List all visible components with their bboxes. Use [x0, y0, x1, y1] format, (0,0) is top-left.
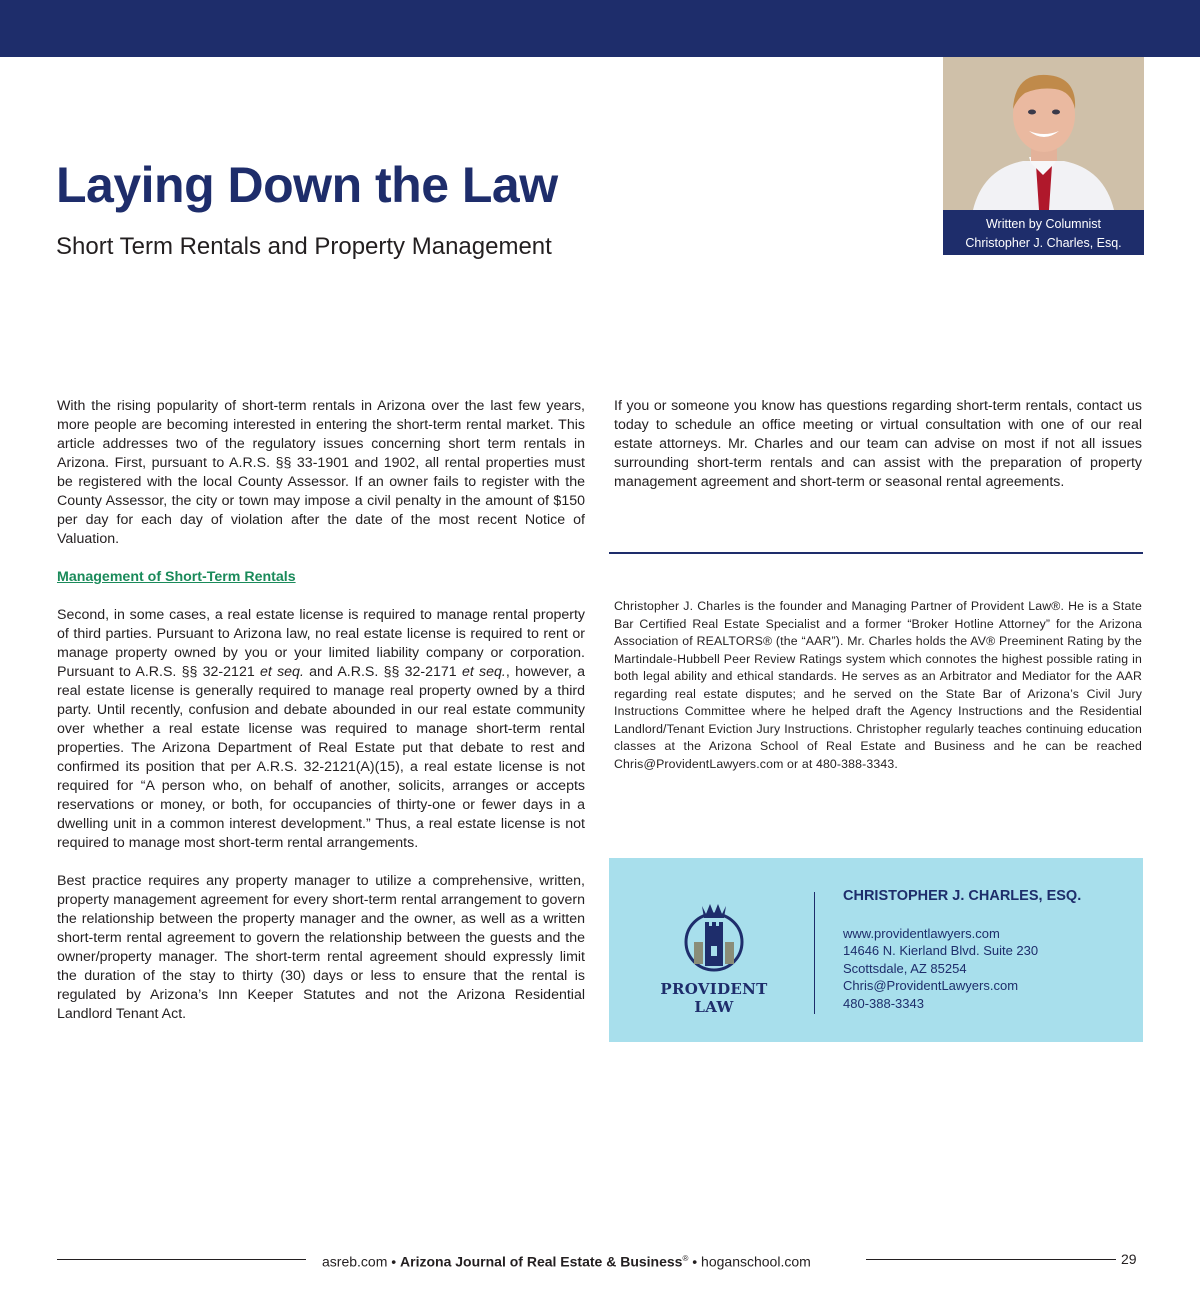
bio-text: Christopher J. Charles is the founder and Managing Partner of Provident Law®. He is a State Bar Certified Real Estate Specialist and a former “Broker Hotline Attorney” for the Arizona Association of REALTORS® (the “AAR”). Mr. Charles holds the AV® Preeminent Rating by the Martindale-Hubbell Peer Review Ratings system which connotes the highest possible rating in both legal ability and ethical standards. He serves as an Arbitrator and Mediator for the AAR regarding real estate disputes; and he served on the State Bar of Arizona’s Civil Jury Instructions Committee where he helped draft the Agency Instructions and the Residential Landlord/Tenant Eviction Jury Instructions. Christopher regularly teaches continuing education classes at the Arizona School of Real Estate and Business and he can be reached Chris@ProvidentLawyers.com or at 480-388-3343.: [614, 599, 1142, 771]
contact-address-line-2: Scottsdale, AZ 85254: [843, 960, 967, 976]
article-title: Laying Down the Law: [56, 157, 558, 213]
contact-cta-paragraph: If you or someone you know has questions regarding short-term rentals, contact us today to schedule an office meeting or virtual consultation with one of our real estate attorneys. Mr. Charles and our team can advise on most if not all issues surrounding short-term rentals and can assist with the preparation of property management agreement and short-term or seasonal rental agreements.: [614, 398, 1142, 490]
footer-separator-1: •: [387, 1253, 401, 1270]
contact-website[interactable]: www.providentlawyers.com: [843, 925, 1000, 941]
management-heading: Management of Short-Term Rentals: [57, 569, 296, 585]
license-text-c: , however, a real estate license is generally required to manage real property owned by a third party. Until recently, confusion and debate abounded in our real estate community over whether a real estate license was required to manage short-term rental properties. The Arizona Department of Real Estate put that debate to rest and confirmed its position that per A.R.S. 32-2121(A)(15), a real estate license is not required for “A person who, on behalf of another, solicits, arranges or accepts reservations or money, or both, for occupancies of thirty-one or fewer days in a dwelling unit in a common interest development.” Thus, a real estate license is not required to manage most short-term rental arrangements.: [57, 664, 586, 851]
et-seq-2: et seq.: [461, 664, 506, 680]
footer-separator-2: •: [688, 1253, 702, 1270]
et-seq-1: et seq.: [259, 664, 304, 680]
logo-text: PROVIDENT LAW: [660, 980, 768, 1016]
footer-text: [322, 1248, 811, 1273]
footer-site-2[interactable]: hoganschool.com: [701, 1253, 811, 1270]
best-practice-paragraph: Best practice requires any property manager to utilize a comprehensive, written, property management agreement for every short-term rental arrangement to govern the relationship between the property manager and the owner, as well as a written short-term rental agreement to govern the relationship between the guests and the owner/property manager. The short-term rental agreement should expressly limit the duration of the stay to thirty (30) days or less to ensure that the rental is regulated by Arizona’s Inn Keeper Statutes and not the Arizona Residential Landlord Tenant Act.: [57, 873, 585, 1022]
contact-info: [843, 888, 1081, 1012]
license-paragraph: [57, 606, 585, 853]
author-bio: [614, 598, 1142, 773]
license-text-a: Second, in some cases, a real estate license is required to manage rental property of third parties. Pursuant to Arizona law, no real estate license is required to rent or manage property owned by you or your limited liability company or corporation. Pursuant to A.R.S. §§ 32-2121: [57, 607, 585, 680]
author-caption: [943, 210, 1144, 255]
footer-journal: Arizona Journal of Real Estate & Business: [400, 1253, 683, 1270]
intro-paragraph: With the rising popularity of short-term rentals in Arizona over the last few years, more people are becoming interested in entering the short-term rental market. This article addresses two of the regulatory issues concerning short term rentals in Arizona. First, pursuant to A.R.S. §§ 33-1901 and 1902, all rental properties must be registered with the local County Assessor. If an owner fails to register with the County Assessor, the city or town may impose a civil penalty in the amount of $150 per day for each day of violation after the date of the most recent Notice of Valuation.: [57, 398, 585, 547]
caption-line-1: Written by Columnist: [985, 217, 1102, 231]
contact-box: [609, 858, 1143, 1042]
footer-rule-left: [57, 1259, 306, 1260]
contact-phone: 480-388-3343: [843, 995, 924, 1011]
contact-address-line-1: 14646 N. Kierland Blvd. Suite 230: [843, 943, 1039, 958]
caption-line-2: Christopher J. Charles, Esq.: [965, 236, 1122, 250]
article-subtitle: Short Term Rentals and Property Management: [56, 233, 552, 260]
castle-icon: [674, 898, 754, 974]
right-column: [614, 397, 1142, 492]
author-photo: [943, 57, 1144, 210]
provident-law-logo: [639, 898, 789, 1016]
contact-divider: [814, 892, 815, 1014]
contact-email[interactable]: Chris@ProvidentLawyers.com: [843, 978, 1019, 993]
top-banner-bar: [0, 0, 1200, 57]
author-card: [943, 57, 1144, 255]
license-text-b: and A.R.S. §§ 32-2171: [303, 664, 462, 680]
section-divider: [609, 552, 1143, 554]
footer-site-1[interactable]: asreb.com: [322, 1253, 388, 1270]
page-footer: [0, 1248, 1200, 1270]
page-number: 29: [1121, 1251, 1137, 1267]
footer-rule-right: [866, 1259, 1116, 1260]
footer-registered: ®: [682, 1254, 689, 1263]
section-heading: [57, 568, 585, 587]
left-column: [57, 397, 585, 1043]
contact-name: CHRISTOPHER J. CHARLES, ESQ.: [843, 888, 1082, 904]
